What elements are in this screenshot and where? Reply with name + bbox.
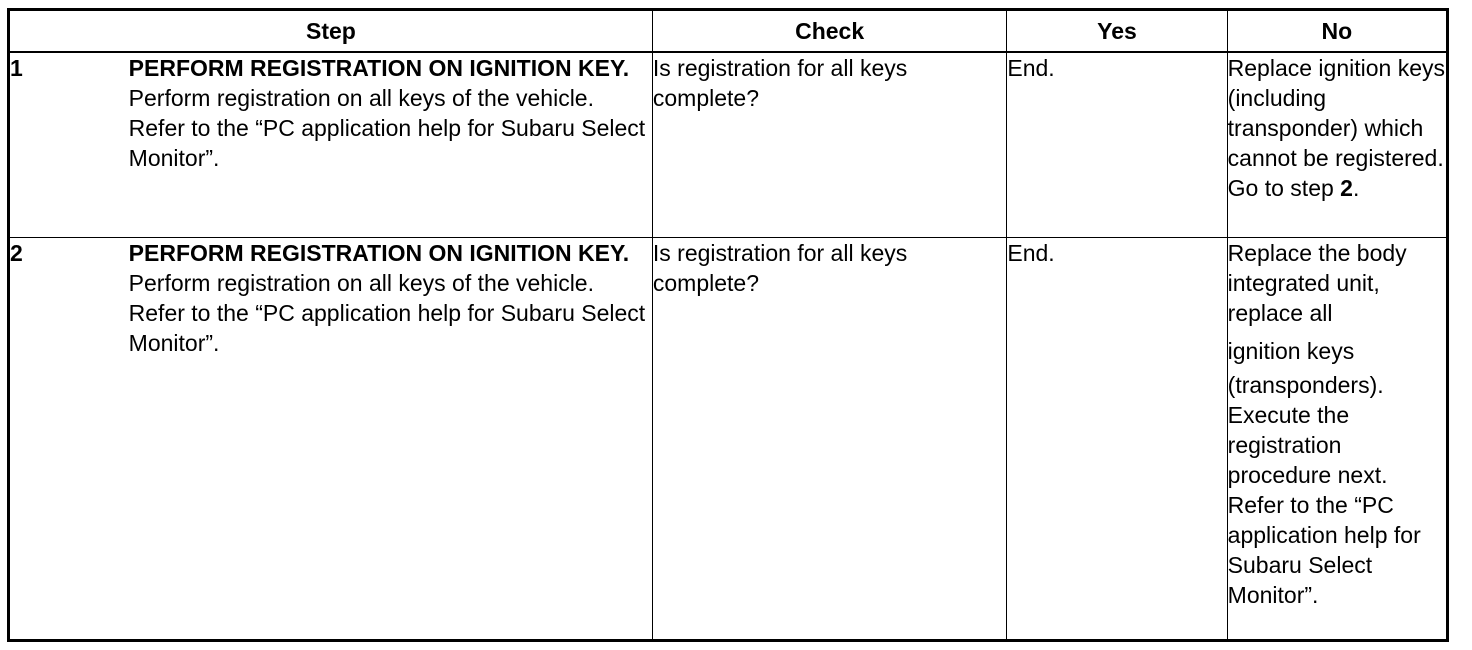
check-cell: Is registration for all keys complete? [652, 238, 1006, 641]
step-instruction: Perform registration on all keys of the vehicle. [128, 270, 594, 297]
check-cell: Is registration for all keys complete? [652, 52, 1006, 238]
step-reference: Refer to the “PC application help for Subaru Select Monitor”. [128, 300, 646, 357]
no-cell [1227, 52, 1447, 238]
no-text-part3: (transponders). Execute the registration procedure next. Refer to the “PC application help for Subaru Select Monitor”. [1227, 372, 1421, 609]
header-yes: Yes [1007, 10, 1227, 53]
no-text-end: . [1352, 175, 1360, 201]
table-row [9, 238, 1448, 641]
step-instruction: Perform registration on all keys of the vehicle. [128, 85, 594, 111]
diagnostic-table [7, 8, 1449, 642]
no-cell [1227, 238, 1447, 641]
no-text-part1: Replace the body integrated unit, replace all [1227, 240, 1407, 327]
step-ref-link[interactable]: 2 [1340, 175, 1353, 201]
no-text: Replace ignition keys (including transponder) which cannot be registered. Go to step [1227, 55, 1445, 201]
header-row [9, 10, 1448, 53]
step-number: 1 [9, 52, 129, 238]
step-title: PERFORM REGISTRATION ON IGNITION KEY. [128, 55, 630, 81]
header-step: Step [9, 10, 653, 53]
yes-cell: End. [1007, 52, 1227, 238]
step-title: PERFORM REGISTRATION ON IGNITION KEY. [128, 240, 630, 267]
header-check: Check [652, 10, 1006, 53]
header-no: No [1227, 10, 1447, 53]
step-number: 2 [9, 238, 129, 641]
yes-cell: End. [1007, 238, 1227, 641]
step-cell [129, 52, 653, 238]
table-row [9, 52, 1448, 238]
no-text-part2: ignition keys [1227, 338, 1355, 365]
step-reference: Refer to the “PC application help for Subaru Select Monitor”. [128, 115, 646, 171]
step-cell [129, 238, 653, 641]
